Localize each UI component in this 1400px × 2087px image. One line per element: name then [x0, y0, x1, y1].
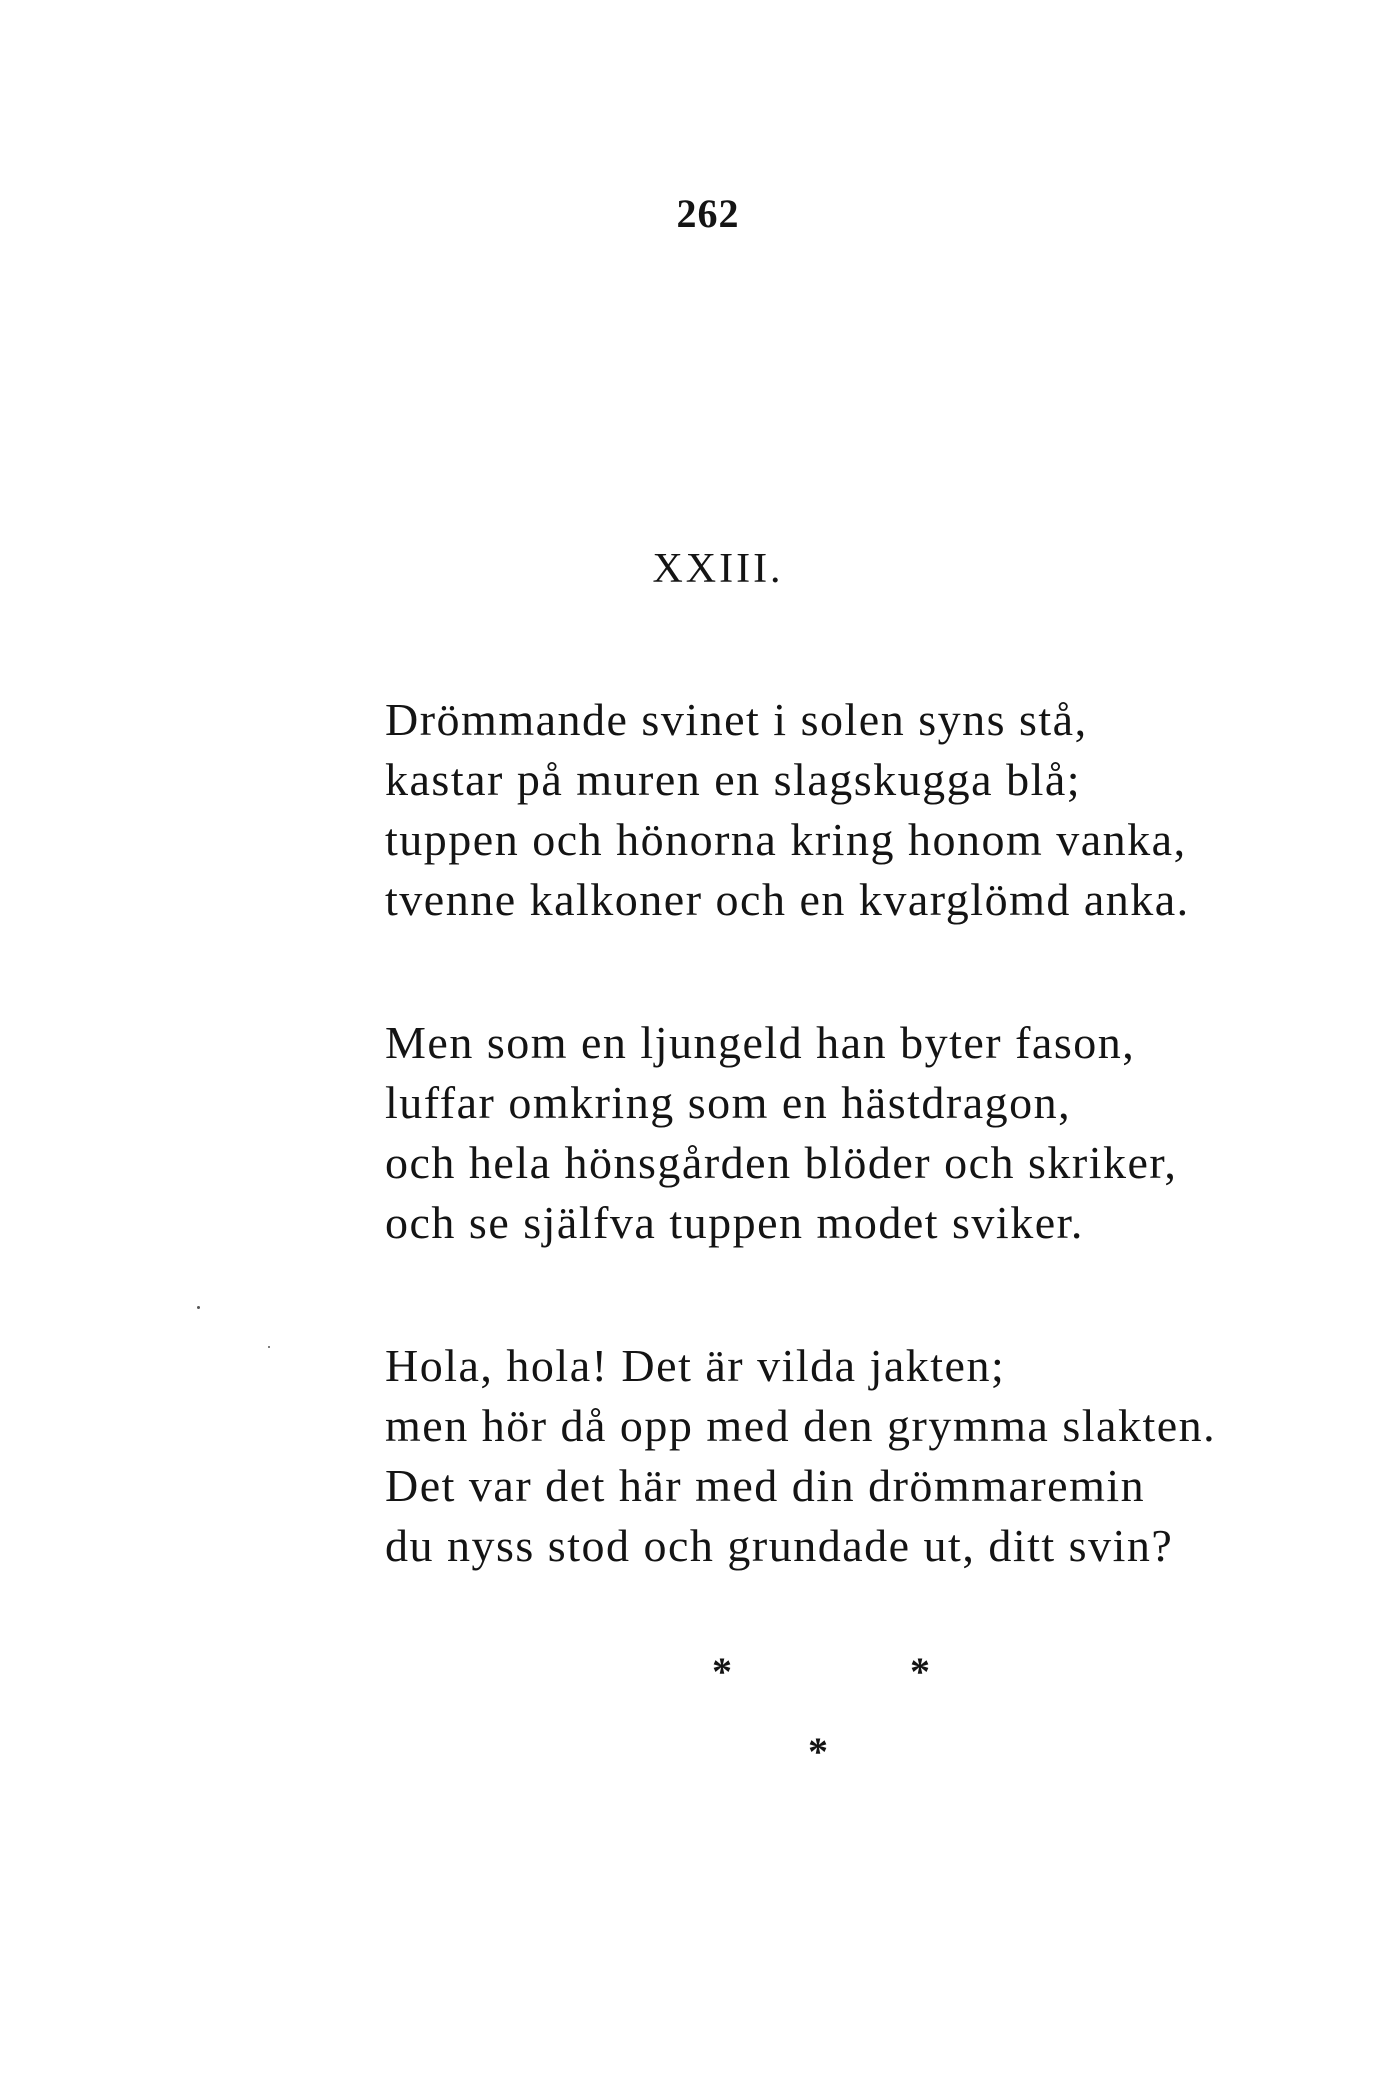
- print-speck: [197, 1306, 200, 1309]
- page-number: 262: [676, 191, 740, 236]
- poem: [385, 690, 1365, 1659]
- poem-line: och se själfva tuppen modet sviker.: [385, 1197, 1084, 1248]
- poem-line: kastar på muren en slagskugga blå;: [385, 754, 1082, 805]
- poem-line: och hela hönsgården blöder och skriker,: [385, 1137, 1178, 1188]
- stanza-3: [385, 1336, 1365, 1576]
- poem-line: Hola, hola! Det är vilda jakten;: [385, 1340, 1006, 1391]
- poem-line: tuppen och hönorna kring honom vanka,: [385, 814, 1187, 865]
- poem-line: du nyss stod och grundade ut, ditt svin?: [385, 1520, 1174, 1571]
- stanza-2: [385, 1013, 1365, 1253]
- stanza-1: [385, 690, 1365, 930]
- asterism-star: *: [910, 1649, 930, 1694]
- section-heading: XXIII.: [652, 546, 784, 592]
- poem-line: Det var det här med din drömmaremin: [385, 1460, 1146, 1511]
- poem-line: tvenne kalkoner och en kvarglömd anka.: [385, 874, 1190, 925]
- poem-line: luffar omkring som en hästdragon,: [385, 1077, 1072, 1128]
- print-speck: [268, 1346, 270, 1348]
- asterism-star: *: [712, 1649, 732, 1694]
- poem-line: men hör då opp med den grymma slakten.: [385, 1400, 1217, 1451]
- poem-line: Drömmande svinet i solen syns stå,: [385, 694, 1088, 745]
- poem-line: Men som en ljungeld han byter fason,: [385, 1017, 1136, 1068]
- asterism-star: *: [808, 1729, 828, 1774]
